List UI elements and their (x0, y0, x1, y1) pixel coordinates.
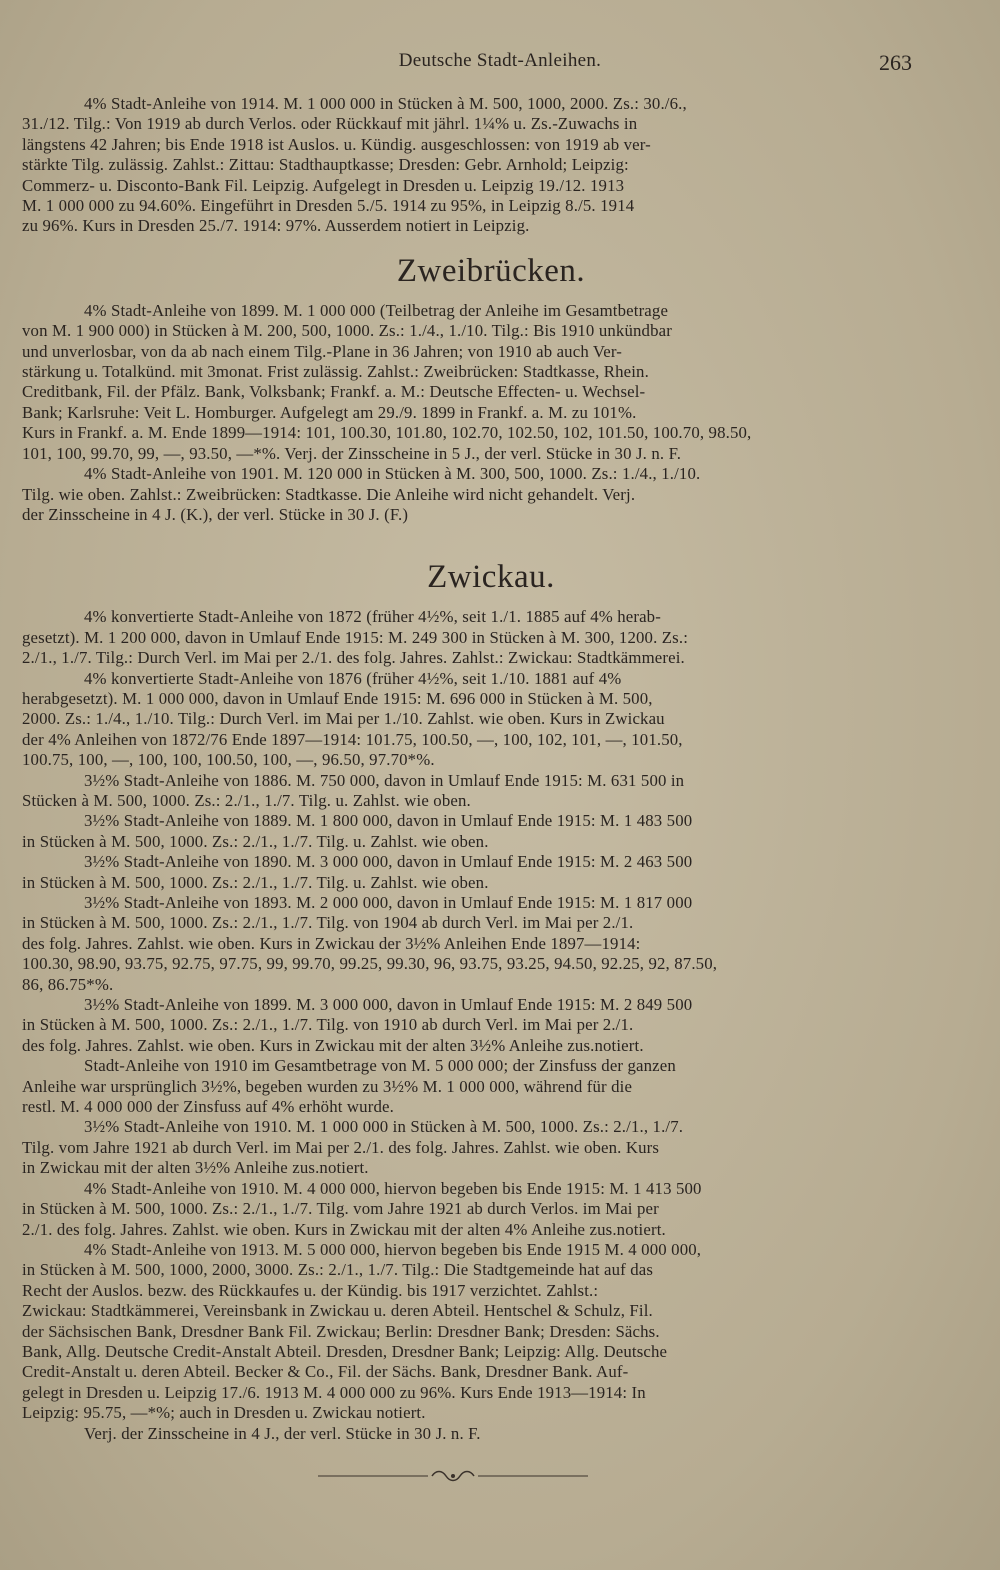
text-line: 4% Stadt-Anleihe von 1914. M. 1 000 000 in Stücken à M. 500, 1000, 2000. Zs.: 30./6., (84, 94, 687, 113)
text-line: stärkte Tilg. zulässig. Zahlst.: Zittau: Stadthauptkasse; Dresden: Gebr. Arnhold; Leipzig: (22, 155, 629, 175)
text-line: Leipzig: 95.75, —*%; auch in Dresden u. Zwickau notiert. (22, 1403, 426, 1423)
text-line: stärkung u. Totalkünd. mit 3monat. Frist zulässig. Zahlst.: Zweibrücken: Stadtkasse, Rhein. (22, 362, 649, 382)
text-line: in Stücken à M. 500, 1000. Zs.: 2./1., 1./7. Tilg. von 1904 ab durch Verl. im Mai per 2./1. (22, 913, 634, 933)
text-line: der Sächsischen Bank, Dresdner Bank Fil. Zwickau; Berlin: Dresdner Bank; Dresden: Sächs. (22, 1321, 660, 1341)
text-line: 4% konvertierte Stadt-Anleihe von 1872 (früher 4½%, seit 1./1. 1885 auf 4% herab- (84, 607, 661, 627)
text-line: 3½% Stadt-Anleihe von 1886. M. 750 000, davon in Umlauf Ende 1915: M. 631 500 in (84, 770, 685, 790)
text-line: Commerz- u. Disconto-Bank Fil. Leipzig. Aufgelegt in Dresden u. Leipzig 19./12. 1913 (22, 175, 625, 195)
text-line: 3½% Stadt-Anleihe von 1899. M. 3 000 000, davon in Umlauf Ende 1915: M. 2 849 500 (84, 995, 693, 1015)
text-line: M. 1 000 000 zu 94.60%. Eingeführt in Dresden 5./5. 1914 zu 95%, in Leipzig 8./5. 1914 (22, 196, 635, 216)
text-line: Stücken à M. 500, 1000. Zs.: 2./1., 1./7. Tilg. u. Zahlst. wie oben. (22, 790, 471, 810)
text-line: des folg. Jahres. Zahlst. wie oben. Kurs in Zwickau mit der alten 3½% Anleihe zus.notiert. (22, 1035, 644, 1055)
text-line: 3½% Stadt-Anleihe von 1889. M. 1 800 000, davon in Umlauf Ende 1915: M. 1 483 500 (84, 811, 693, 831)
text-line: 2./1., 1./7. Tilg.: Durch Verl. im Mai per 2./1. des folg. Jahres. Zahlst.: Zwickau: Stadtkämmerei. (22, 648, 685, 668)
text-line: in Stücken à M. 500, 1000. Zs.: 2./1., 1./7. Tilg. vom Jahre 1921 ab durch Verlos. im Mai per (22, 1199, 659, 1219)
text-line: zu 96%. Kurs in Dresden 25./7. 1914: 97%. Ausserdem notiert in Leipzig. (22, 216, 530, 236)
text-line: 4% Stadt-Anleihe von 1913. M. 5 000 000, hiervon begeben bis Ende 1915 M. 4 000 000, (84, 1239, 702, 1259)
text-line: und unverlosbar, von da ab nach einem Tilg.-Plane in 36 Jahren; von 1910 ab auch Ver- (22, 341, 623, 361)
text-line: der Zinsscheine in 4 J. (K.), der verl. Stücke in 30 J. (F.) (22, 504, 409, 524)
section-heading-zwickau: Zwickau. (427, 559, 555, 596)
text-line: Recht der Auslos. bezw. des Rückkaufes u. der Kündig. bis 1917 verzichtet. Zahlst.: (22, 1280, 599, 1300)
text-line: 2./1. des folg. Jahres. Zahlst. wie oben. Kurs in Zwickau mit der alten 4% Anleihe zus.notiert. (22, 1219, 666, 1239)
text-line: herabgesetzt). M. 1 000 000, davon in Umlauf Ende 1915: M. 696 000 in Stücken à M. 500, (22, 688, 653, 708)
page-number: 263 (879, 50, 912, 75)
text-line: 100.30, 98.90, 93.75, 92.75, 97.75, 99, 99.70, 99.25, 99.30, 96, 93.75, 93.25, 94.50, 92.25, 92, 87.50, (22, 954, 718, 974)
text-line: 4% Stadt-Anleihe von 1901. M. 120 000 in Stücken à M. 300, 500, 1000. Zs.: 1./4., 1./10. (84, 464, 701, 484)
text-line: restl. M. 4 000 000 der Zinsfuss auf 4% erhöht wurde. (22, 1097, 394, 1117)
text-line: in Stücken à M. 500, 1000. Zs.: 2./1., 1./7. Tilg. u. Zahlst. wie oben. (22, 831, 489, 851)
text-line: 3½% Stadt-Anleihe von 1893. M. 2 000 000, davon in Umlauf Ende 1915: M. 1 817 000 (84, 893, 693, 912)
text-line: Kurs in Frankf. a. M. Ende 1899—1914: 101, 100.30, 101.80, 102.70, 102.50, 102, 101.50, 100.70, 98.50, (22, 423, 752, 443)
text-line: des folg. Jahres. Zahlst. wie oben. Kurs in Zwickau der 3½% Anleihen Ende 1897—1914: (22, 933, 641, 953)
text-line: gelegt in Dresden u. Leipzig 17./6. 1913 M. 4 000 000 zu 96%. Kurs Ende 1913—1914: In (22, 1382, 646, 1402)
text-line: gesetzt). M. 1 200 000, davon in Umlauf Ende 1915: M. 249 300 in Stücken à M. 300, 1200. Zs.: (22, 627, 689, 647)
text-line: 4% konvertierte Stadt-Anleihe von 1876 (früher 4½%, seit 1./10. 1881 auf 4% (84, 668, 622, 688)
text-line: Zwickau: Stadtkämmerei, Vereinsbank in Zwickau u. deren Abteil. Hentschel & Schulz, Fil. (22, 1301, 653, 1321)
text-line: Credit-Anstalt u. deren Abteil. Becker & Co., Fil. der Sächs. Bank, Dresdner Bank. Auf- (22, 1362, 629, 1382)
text-line: Anleihe war ursprünglich 3½%, begeben wurden zu 3½% M. 1 000 000, während für die (22, 1076, 633, 1096)
text-line: Bank; Karlsruhe: Veit L. Homburger. Aufgelegt am 29./9. 1899 in Frankf. a. M. zu 101%. (22, 402, 637, 422)
text-line: 31./12. Tilg.: Von 1919 ab durch Verlos. oder Rückkauf mit jährl. 1¼% u. Zs.-Zuwachs in (22, 114, 638, 134)
section-heading-zweibruecken: Zweibrücken. (396, 252, 586, 289)
text-line: längstens 42 Jahren; bis Ende 1918 ist Auslos. u. Kündig. ausgeschlossen: von 1919 ab ver- (22, 134, 651, 154)
text-line: in Stücken à M. 500, 1000, 2000, 3000. Zs.: 2./1., 1./7. Tilg.: Die Stadtgemeinde hat auf das (22, 1260, 654, 1280)
text-line: 3½% Stadt-Anleihe von 1890. M. 3 000 000, davon in Umlauf Ende 1915: M. 2 463 500 (84, 852, 693, 872)
text-line: 4% Stadt-Anleihe von 1899. M. 1 000 000 (Teilbetrag der Anleihe im Gesamtbetrage (84, 300, 669, 320)
text-line: 4% Stadt-Anleihe von 1910. M. 4 000 000, hiervon begeben bis Ende 1915: M. 1 413 500 (84, 1178, 702, 1198)
text-line: 86, 86.75*%. (22, 974, 114, 994)
text-line: 2000. Zs.: 1./4., 1./10. Tilg.: Durch Verl. im Mai per 1./10. Zahlst. wie oben. Kurs in Zwickau (22, 709, 665, 729)
running-header: Deutsche Stadt-Anleihen. (398, 50, 602, 71)
body-text (22, 94, 910, 1444)
section-end-ornament (318, 1468, 588, 1484)
text-line: Creditbank, Fil. der Pfälz. Bank, Volksbank; Frankf. a. M.: Deutsche Effecten- u. Wechsel- (22, 382, 646, 402)
text-line: von M. 1 900 000) in Stücken à M. 200, 500, 1000. Zs.: 1./4., 1./10. Tilg.: Bis 1910 unkündbar (22, 321, 672, 341)
text-line: 100.75, 100, —, 100, 100, 100.50, 100, —, 96.50, 97.70*%. (22, 750, 435, 770)
text-line: in Stücken à M. 500, 1000. Zs.: 2./1., 1./7. Tilg. u. Zahlst. wie oben. (22, 872, 489, 892)
text-line: 3½% Stadt-Anleihe von 1910. M. 1 000 000 in Stücken à M. 500, 1000. Zs.: 2./1., 1./7. (84, 1117, 684, 1137)
text-line: Tilg. vom Jahre 1921 ab durch Verl. im Mai per 2./1. des folg. Jahres. Zahlst. wie oben. Kurs (22, 1137, 660, 1157)
text-line: in Zwickau mit der alten 3½% Anleihe zus.notiert. (22, 1158, 369, 1178)
text-line: 101, 100, 99.70, 99, —, 93.50, —*%. Verj. der Zinsscheine in 5 J., der verl. Stücke in 30 J. n. F. (22, 443, 682, 463)
text-line: Verj. der Zinsscheine in 4 J., der verl. Stücke in 30 J. n. F. (84, 1423, 481, 1443)
text-line: Bank, Allg. Deutsche Credit-Anstalt Abteil. Dresden, Dresdner Bank; Leipzig: Allg. Deutsche (22, 1341, 668, 1361)
text-line: in Stücken à M. 500, 1000. Zs.: 2./1., 1./7. Tilg. von 1910 ab durch Verl. im Mai per 2./1. (22, 1015, 634, 1035)
text-line: Tilg. wie oben. Zahlst.: Zweibrücken: Stadtkasse. Die Anleihe wird nicht gehandelt. Verj. (22, 484, 636, 504)
text-line: Stadt-Anleihe von 1910 im Gesamtbetrage von M. 5 000 000; der Zinsfuss der ganzen (84, 1056, 676, 1076)
text-line: der 4% Anleihen von 1872/76 Ende 1897—1914: 101.75, 100.50, —, 100, 102, 101, —, 101.50, (22, 729, 683, 749)
